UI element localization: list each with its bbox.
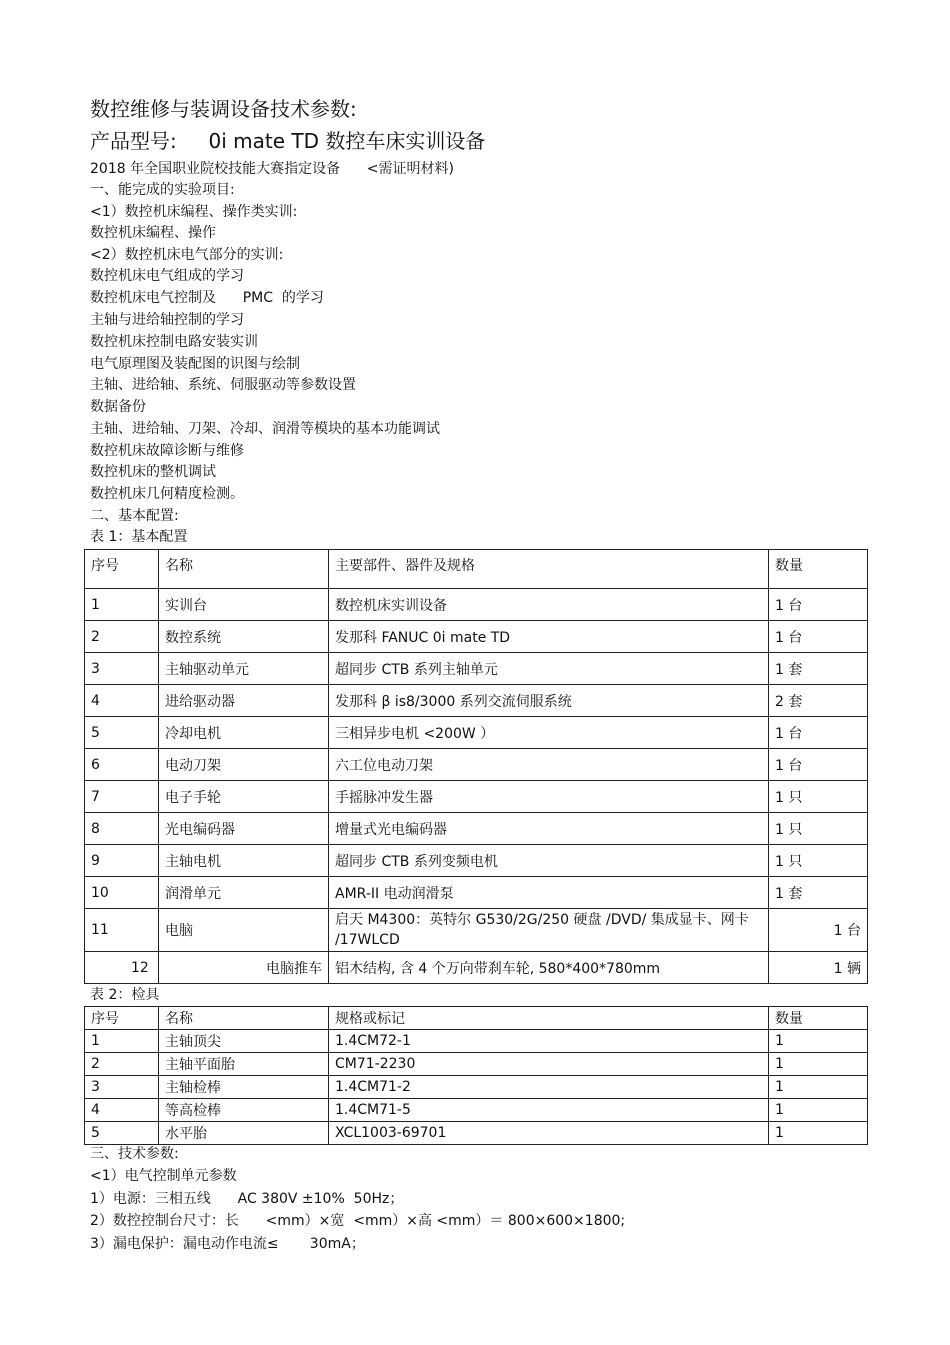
cell-index: 1 — [85, 589, 159, 621]
cell-name: 实训台 — [159, 589, 329, 621]
cell-qty: 1 只 — [769, 781, 868, 813]
header-cell: 序号 — [85, 1007, 159, 1030]
product-model-heading: 产品型号: 0i mate TD 数控车床实训设备 — [90, 129, 486, 153]
table-header-row — [85, 1007, 868, 1030]
table-row — [85, 717, 868, 749]
cell-name: 主轴电机 — [159, 845, 329, 877]
table-row — [85, 749, 868, 781]
cell-name: 冷却电机 — [159, 717, 329, 749]
cell-spec: 手摇脉冲发生器 — [329, 781, 769, 813]
cell-spec: CM71-2230 — [329, 1053, 769, 1076]
cell-index: 6 — [85, 749, 159, 781]
cell-spec: 1.4CM71-5 — [329, 1099, 769, 1122]
table1-caption: 表 1：基本配置 — [90, 529, 188, 545]
table-row — [85, 845, 868, 877]
text-line: 主轴、进给轴、刀架、冷却、润滑等模块的基本功能调试 — [90, 421, 440, 437]
cell-qty: 1 台 — [769, 717, 868, 749]
cell-qty: 1 台 — [769, 589, 868, 621]
title-heading: 数控维修与装调设备技术参数: — [90, 97, 357, 121]
table-row — [85, 952, 868, 984]
cell-spec: 超同步 CTB 系列变频电机 — [329, 845, 769, 877]
text-line: 电气原理图及装配图的识图与绘制 — [90, 356, 300, 372]
header-cell: 名称 — [159, 550, 329, 589]
cell-index: 2 — [85, 621, 159, 653]
cell-qty: 1 — [769, 1099, 868, 1122]
section-heading: 二、基本配置: — [90, 508, 179, 524]
cell-name: 电脑 — [159, 909, 329, 952]
header-cell: 规格或标记 — [329, 1007, 769, 1030]
text-line: 2018 年全国职业院校技能大赛指定设备 <需证明材料) — [90, 161, 454, 177]
cell-name: 进给驱动器 — [159, 685, 329, 717]
table-row — [85, 589, 868, 621]
table-row — [85, 781, 868, 813]
cell-index: 10 — [85, 877, 159, 909]
text-line: 数控机床控制电路安装实训 — [90, 334, 258, 350]
cell-name: 等高检棒 — [159, 1099, 329, 1122]
cell-index: 9 — [85, 845, 159, 877]
cell-name: 数控系统 — [159, 621, 329, 653]
table-row — [85, 877, 868, 909]
text-line: <2）数控机床电气部分的实训: — [90, 247, 284, 263]
cell-spec: XCL1003-69701 — [329, 1122, 769, 1145]
cell-name: 主轴顶尖 — [159, 1030, 329, 1053]
cell-index: 8 — [85, 813, 159, 845]
cell-spec: 六工位电动刀架 — [329, 749, 769, 781]
cell-qty: 1 套 — [769, 653, 868, 685]
text-line: 数控机床故障诊断与维修 — [90, 443, 244, 459]
cell-qty: 1 台 — [769, 749, 868, 781]
cell-index: 5 — [85, 717, 159, 749]
cell-spec: 启天 M4300：英特尔 G530/2G/250 硬盘 /DVD/ 集成显卡、网卡 /17WLCD — [329, 909, 769, 952]
cell-spec: 三相异步电机 <200W ） — [329, 717, 769, 749]
cell-index: 3 — [85, 653, 159, 685]
cell-index: 5 — [85, 1122, 159, 1145]
basic-config-table — [84, 549, 868, 984]
cell-spec: 铝木结构, 含 4 个万向带刹车轮, 580*400*780mm — [329, 952, 769, 984]
cell-qty: 1 台 — [769, 621, 868, 653]
cell-qty: 2 套 — [769, 685, 868, 717]
cell-spec: 数控机床实训设备 — [329, 589, 769, 621]
cell-index: 11 — [85, 909, 159, 952]
text-line: 2）数控控制台尺寸：长 <mm）×宽 <mm）×高 <mm）＝ 800×600×1800; — [90, 1213, 626, 1229]
cell-qty: 1 辆 — [769, 952, 868, 984]
cell-spec: 超同步 CTB 系列主轴单元 — [329, 653, 769, 685]
cell-qty: 1 只 — [769, 813, 868, 845]
table-row — [85, 685, 868, 717]
text-line: 3）漏电保护：漏电动作电流≤ 30mA； — [90, 1236, 365, 1252]
cell-qty: 1 — [769, 1076, 868, 1099]
section-heading: 一、能完成的实验项目: — [90, 182, 235, 198]
cell-spec: 1.4CM71-2 — [329, 1076, 769, 1099]
table-row — [85, 1030, 868, 1053]
cell-name: 主轴平面胎 — [159, 1053, 329, 1076]
cell-name: 主轴检棒 — [159, 1076, 329, 1099]
table-row — [85, 1099, 868, 1122]
cell-name: 电子手轮 — [159, 781, 329, 813]
cell-name: 水平胎 — [159, 1122, 329, 1145]
cell-qty: 1 — [769, 1053, 868, 1076]
cell-name: 光电编码器 — [159, 813, 329, 845]
header-cell: 序号 — [85, 550, 159, 589]
cell-qty: 1 只 — [769, 845, 868, 877]
cell-qty: 1 台 — [769, 909, 868, 952]
text-line: 数据备份 — [90, 399, 146, 415]
table-row — [85, 1122, 868, 1145]
cell-spec: AMR-II 电动润滑泵 — [329, 877, 769, 909]
cell-name: 电动刀架 — [159, 749, 329, 781]
cell-name: 润滑单元 — [159, 877, 329, 909]
text-line: 数控机床电气组成的学习 — [90, 268, 244, 284]
header-cell: 数量 — [769, 550, 868, 589]
text-line: 主轴与进给轴控制的学习 — [90, 312, 244, 328]
text-line: 主轴、进给轴、系统、伺服驱动等参数设置 — [90, 377, 356, 393]
header-cell: 主要部件、器件及规格 — [329, 550, 769, 589]
text-line: 数控机床几何精度检测。 — [90, 486, 244, 502]
cell-index: 1 — [85, 1030, 159, 1053]
table-row — [85, 909, 868, 952]
table-row — [85, 1053, 868, 1076]
header-cell: 名称 — [159, 1007, 329, 1030]
table2-caption: 表 2：检具 — [90, 987, 160, 1003]
section-heading: 三、技术参数: — [90, 1146, 179, 1162]
cell-index: 4 — [85, 685, 159, 717]
cell-index: 12 — [85, 952, 159, 984]
text-line: <1）电气控制单元参数 — [90, 1168, 237, 1184]
cell-spec: 发那科 FANUC 0i mate TD — [329, 621, 769, 653]
text-line: 数控机床电气控制及 PMC 的学习 — [90, 290, 324, 306]
text-line: <1）数控机床编程、操作类实训: — [90, 204, 298, 220]
cell-name: 主轴驱动单元 — [159, 653, 329, 685]
cell-spec: 1.4CM72-1 — [329, 1030, 769, 1053]
inspection-tools-table — [84, 1006, 868, 1145]
text-line: 1）电源：三相五线 AC 380V ±10% 50Hz； — [90, 1191, 404, 1207]
cell-qty: 1 套 — [769, 877, 868, 909]
cell-index: 3 — [85, 1076, 159, 1099]
table-row — [85, 653, 868, 685]
text-line: 数控机床的整机调试 — [90, 464, 216, 480]
cell-spec: 发那科 β is8/3000 系列交流伺服系统 — [329, 685, 769, 717]
text-line: 数控机床编程、操作 — [90, 225, 216, 241]
cell-index: 4 — [85, 1099, 159, 1122]
cell-name: 电脑推车 — [159, 952, 329, 984]
cell-index: 2 — [85, 1053, 159, 1076]
cell-qty: 1 — [769, 1122, 868, 1145]
cell-index: 7 — [85, 781, 159, 813]
table-header-row — [85, 550, 868, 589]
cell-qty: 1 — [769, 1030, 868, 1053]
table-row — [85, 813, 868, 845]
table-row — [85, 621, 868, 653]
header-cell: 数量 — [769, 1007, 868, 1030]
table-row — [85, 1076, 868, 1099]
cell-spec: 增量式光电编码器 — [329, 813, 769, 845]
